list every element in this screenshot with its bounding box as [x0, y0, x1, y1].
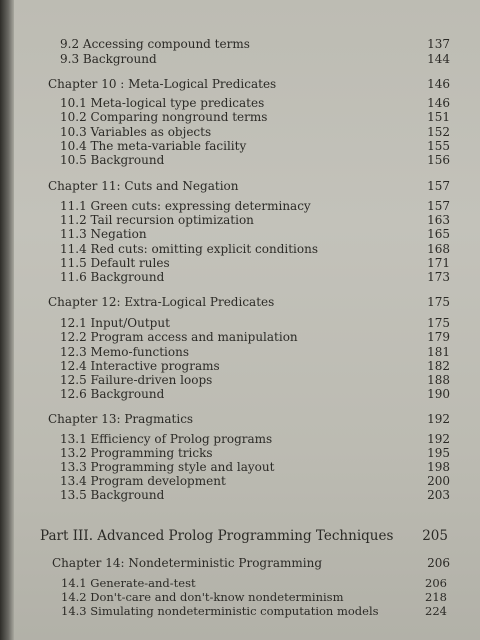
toc-entry-ch — [0, 178, 480, 194]
toc-entry-title: 13.1 Efficiency of Prolog programs — [60, 432, 273, 446]
toc-entry-page-number: 173 — [427, 270, 450, 284]
toc-entry-page-number: 146 — [427, 96, 450, 110]
toc-entry-sec — [0, 329, 480, 345]
toc-entry-page-number: 155 — [427, 139, 450, 153]
toc-entry-title: 11.1 Green cuts: expressing determinacy — [60, 199, 311, 213]
toc-entry-page-number: 206 — [427, 556, 450, 570]
toc-entry-part — [0, 528, 480, 544]
toc-entry-page-number: 171 — [427, 256, 450, 270]
toc-entry-page-number: 168 — [427, 242, 450, 256]
toc-entry-title: 10.5 Background — [60, 153, 165, 167]
toc-entry-sec — [0, 487, 480, 503]
toc-entry-ch2 — [0, 555, 480, 571]
toc-entry-page-number: 188 — [427, 373, 450, 387]
toc-entry-sec — [0, 226, 480, 242]
toc-entry-page-number: 203 — [427, 488, 450, 502]
toc-entry-title: Chapter 13: Pragmatics — [48, 412, 194, 426]
toc-entry-title: 13.5 Background — [60, 488, 165, 502]
toc-entry-page-number: 198 — [427, 460, 450, 474]
toc-entry-page-number: 200 — [427, 474, 450, 488]
toc-entry-title: Chapter 11: Cuts and Negation — [48, 179, 239, 193]
toc-entry-title: 14.1 Generate-and-test — [61, 576, 196, 590]
toc-entry-sec — [0, 109, 480, 125]
toc-entry-title: 11.3 Negation — [60, 227, 147, 241]
toc-entry-sec — [0, 386, 480, 402]
toc-entry-title: 11.4 Red cuts: omitting explicit conditions — [60, 242, 318, 256]
toc-entry-ch — [0, 76, 480, 92]
toc-entry-page-number: 192 — [427, 432, 450, 446]
toc-entry-page-number: 156 — [427, 153, 450, 167]
toc-entry-title: 13.4 Program development — [60, 474, 226, 488]
toc-entry-sec — [0, 152, 480, 168]
toc-entry-title: 10.2 Comparing nonground terms — [60, 110, 268, 124]
toc-entry-title: 9.2 Accessing compound terms — [60, 37, 250, 51]
toc-entry-page-number: 152 — [427, 125, 450, 139]
toc-entry-page-number: 151 — [427, 110, 450, 124]
toc-entry-page-number: 195 — [427, 446, 450, 460]
toc-entry-page-number: 165 — [427, 227, 450, 241]
toc-entry-sec — [0, 269, 480, 285]
toc-entry-page-number: 144 — [427, 52, 450, 66]
toc-entry-page-number: 157 — [427, 199, 450, 213]
toc-entry-page-number: 224 — [425, 604, 447, 618]
toc-entry-sec — [0, 36, 480, 52]
toc-entry-title: 12.2 Program access and manipulation — [60, 330, 298, 344]
toc-entry-page-number: 181 — [427, 345, 450, 359]
toc-entry-title: 11.2 Tail recursion optimization — [60, 213, 254, 227]
toc-entry-title: 14.2 Don't-care and don't-know nondeterminism — [61, 590, 344, 604]
toc-entry-title: 11.5 Default rules — [60, 256, 170, 270]
toc-entry-title: 10.1 Meta-logical type predicates — [60, 96, 265, 110]
toc-entry-title: 13.2 Programming tricks — [60, 446, 213, 460]
toc-entry-title: 12.5 Failure-driven loops — [60, 373, 213, 387]
toc-entry-page-number: 146 — [427, 77, 450, 91]
toc-entry-page-number: 205 — [422, 528, 448, 544]
toc-entry-ch — [0, 411, 480, 427]
toc-entry-title: Chapter 12: Extra-Logical Predicates — [48, 295, 275, 309]
toc-entry-page-number: 175 — [427, 295, 450, 309]
toc-entry-title: 11.6 Background — [60, 270, 165, 284]
toc-entry-title: 13.3 Programming style and layout — [60, 460, 275, 474]
toc-entry-page-number: 175 — [427, 316, 450, 330]
toc-entry-title: Part III. Advanced Prolog Programming Techniques — [40, 528, 394, 544]
toc-entry-title: 10.3 Variables as objects — [60, 125, 212, 139]
toc-entry-page-number: 218 — [425, 590, 447, 604]
toc-entry-title: 10.4 The meta-variable facility — [60, 139, 247, 153]
toc-entry-title: Chapter 14: Nondeterministic Programming — [52, 556, 322, 570]
toc-entry-page-number: 190 — [427, 387, 450, 401]
toc-entry-page-number: 179 — [427, 330, 450, 344]
toc-entry-page-number: 137 — [427, 37, 450, 51]
toc-entry-page-number: 192 — [427, 412, 450, 426]
toc-entry-title: 12.6 Background — [60, 387, 165, 401]
toc-entry-title: 9.3 Background — [60, 52, 157, 66]
toc-entry-page-number: 182 — [427, 359, 450, 373]
toc-entry-title: 12.3 Memo-functions — [60, 345, 189, 359]
toc-entry-title: 12.1 Input/Output — [60, 316, 170, 330]
toc-entry-title: 14.3 Simulating nondeterministic computation models — [61, 604, 379, 618]
toc-entry-page-number: 163 — [427, 213, 450, 227]
toc-entry-title: Chapter 10 : Meta-Logical Predicates — [48, 77, 277, 91]
toc-entry-page-number: 157 — [427, 179, 450, 193]
toc-entry-title: 12.4 Interactive programs — [60, 359, 220, 373]
toc-entry-ch — [0, 294, 480, 310]
toc-entry-sec2 — [0, 603, 480, 619]
toc-entry-page-number: 206 — [425, 576, 447, 590]
toc-entry-sec — [0, 51, 480, 67]
